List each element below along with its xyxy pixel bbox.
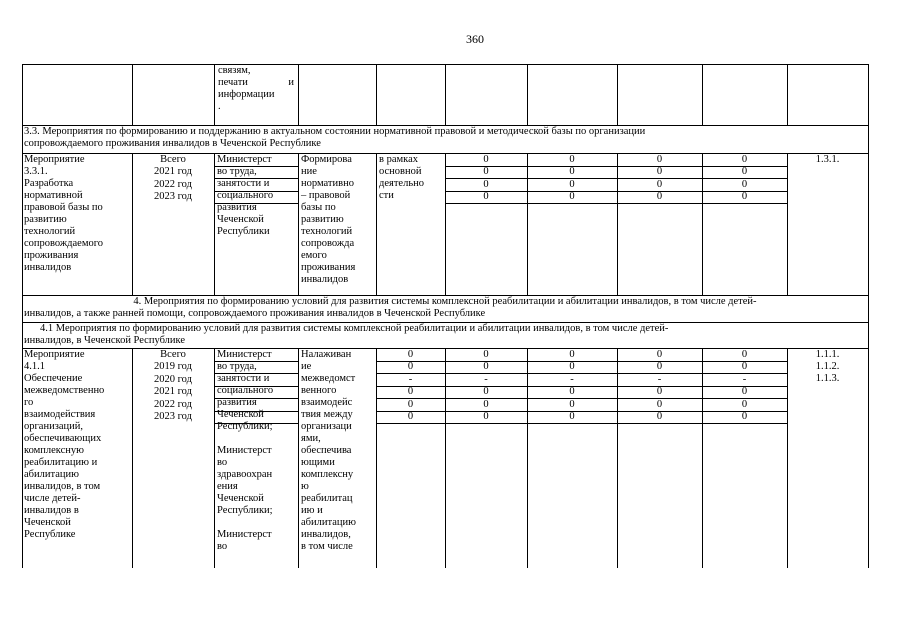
value-cell: 0 [741,191,748,202]
measure-name: организаций, [24,421,83,432]
table-vline [868,295,869,322]
value-cell: - [657,373,662,385]
executor-text: Республики; [217,421,273,432]
executor-text: Министерст [217,529,272,540]
measure-name: проживания [24,250,79,261]
executor-text: Министерст [217,349,272,360]
executor-text: Республики [217,226,270,237]
executor-text: развития [217,397,257,408]
table-vline [868,322,869,348]
measure-name: правовой базы по [24,202,103,213]
result-text: инвалидов [301,274,349,285]
executor-text: . [218,101,221,112]
executor-text: социального [217,190,274,201]
year-label: 2023 год [154,411,192,422]
value-cell: 0 [569,348,575,360]
measure-name: инвалидов [24,262,72,273]
value-cell: - [570,373,574,385]
result-text: развитию [301,214,344,225]
result-text: базы по [301,202,336,213]
value-cell: 0 [569,153,575,165]
value-cell: 0 [656,178,663,190]
value-cell: 0 [656,411,663,422]
section-heading: сопровождаемого проживания инвалидов в Чеченской Республике [24,138,321,149]
measure-name: 4.1.1 [24,361,45,372]
value-cell: 0 [569,411,575,422]
table-vline [22,125,23,153]
section-heading: 4.1 Мероприятия по формированию условий для развития системы комплексной реабилитации и абилитации инвалидов, в том числе детей- [40,323,669,334]
result-text: взаимодейс [301,397,353,408]
result-text: ие [301,361,312,372]
executor-text: Чеченской [217,493,264,504]
result-text: нормативно [301,178,354,189]
executor-text: здравоохран [217,469,273,480]
executor-text: Республики; [217,505,273,516]
value-cell: 0 [483,398,489,410]
value-cell: - [742,373,747,385]
table-vline [298,348,299,568]
measure-name: инвалидов, в том [24,481,101,492]
section-heading: инвалидов, в Чеченской Республике [24,335,186,346]
table-vline [214,153,215,295]
table-vline [376,64,377,125]
value-cell: 0 [656,191,663,202]
executor-text: информации [218,89,275,100]
year-label: Всего [160,153,186,165]
result-text: абилитацию [301,517,356,528]
result-text: венного [301,385,337,396]
value-cell: 0 [741,386,748,397]
value-cell: 0 [569,178,575,190]
table-vline [298,64,299,125]
value-cell: 0 [569,361,575,372]
value-cell: 0 [483,153,489,165]
table-vline [787,153,788,295]
value-subrow-line [445,203,788,204]
result-text: комплексну [301,469,354,480]
funding-source: основной [379,166,422,177]
indicator-code: 1.3.1. [815,154,840,165]
measure-name: го [24,397,34,408]
executor-text: Министерст [217,445,272,456]
result-text: ющими [301,457,335,468]
measure-name: инвалидов в [24,505,79,516]
value-cell: 0 [483,361,489,372]
executor-text: во [217,541,228,552]
measure-name: комплексную [24,445,84,456]
value-cell: 0 [741,166,748,177]
year-label: Всего [160,348,186,360]
result-text: – правовой [301,190,351,201]
indicator-code: 1.1.1. [815,349,840,360]
table-vline [22,295,23,322]
result-text: емого [301,250,327,261]
table-vline [787,64,788,125]
table-vline [445,64,446,125]
executor-text: Чеченской [217,409,264,420]
value-cell: 0 [569,398,575,410]
result-text: межведомст [301,373,356,384]
result-text: реабилитац [301,493,353,504]
value-cell: 0 [483,411,489,422]
value-cell: 0 [656,361,663,372]
table-vline [868,64,869,125]
table-vline [702,64,703,125]
result-text: технологий [301,226,353,237]
funding-source: деятельно [379,178,424,189]
executor-text: занятости и [217,178,270,189]
executor-text: Чеченской [217,214,264,225]
measure-name: нормативной [24,190,83,201]
executor-text: и [288,77,294,88]
executor-text: во труда, [217,361,257,372]
table-vline [22,322,23,348]
executor-text: социального [217,385,274,396]
section-heading: 4. Мероприятия по формированию условий для развития системы комплексной реабилитации и абилитации инвалидов, в том числе детей- [133,296,757,307]
value-cell: 0 [656,348,663,360]
table-vline [22,348,23,568]
measure-name: Республике [24,529,76,540]
value-cell: 0 [656,153,663,165]
value-cell: 0 [741,361,748,372]
measure-name: Обеспечение [24,373,83,384]
value-cell: 0 [569,386,575,397]
executor-text: Министерст [217,154,272,165]
measure-name: развитию [24,214,67,225]
executor-text: печати [218,77,248,88]
measure-name: абилитацию [24,469,79,480]
result-text: организаци [301,421,352,432]
value-cell: 0 [656,398,663,410]
result-text: ию и [301,505,323,516]
table-vline [22,64,23,125]
measure-name: Чеченской [24,517,71,528]
value-cell: 0 [656,166,663,177]
indicator-code: 1.1.2. [815,361,840,372]
value-cell: 0 [741,398,748,410]
page-number: 360 [466,32,484,46]
funding-source: в рамках [379,154,418,165]
table-vline [617,64,618,125]
measure-name: обеспечивающих [24,433,102,444]
value-cell: 0 [656,386,663,397]
value-cell: 0 [483,386,489,397]
value-cell: 0 [483,348,489,360]
table-vline [22,153,23,295]
table-vline [376,153,377,295]
table-vline [527,64,528,125]
table-vline [132,64,133,125]
value-cell: 0 [407,348,414,360]
measure-name: Разработка [24,178,74,189]
table-vline [214,348,215,568]
result-text: в том числе [301,541,353,552]
executor-text: во труда, [217,166,257,177]
result-text: инвалидов, [301,529,351,540]
executor-text: ения [217,481,238,492]
measure-name: числе детей- [24,493,81,504]
table-vline [868,125,869,153]
year-label: 2021 год [154,166,192,177]
value-cell: 0 [407,361,414,372]
measure-name: технологий [24,226,76,237]
section-heading: 3.3. Мероприятия по формированию и поддержанию в актуальном состоянии нормативной правовой и методической базы по организации [24,126,646,137]
value-cell: 0 [483,191,489,202]
year-label: 2019 год [154,361,192,372]
value-cell: - [408,373,413,385]
value-cell: 0 [569,166,575,177]
year-label: 2023 год [154,191,192,202]
value-cell: 0 [407,398,414,410]
result-text: ями, [301,433,321,444]
measure-name: межведомственно [24,385,105,396]
measure-name: сопровождаемого [24,238,104,249]
measure-name: взаимодействия [24,409,96,420]
executor-text: занятости и [217,373,270,384]
value-cell: 0 [407,411,414,422]
section-heading: инвалидов, а также ранней помощи, сопровождаемого проживания инвалидов в Чеченской Республике [24,308,486,319]
table-vline [868,348,869,568]
year-label: 2022 год [154,398,192,410]
year-label: 2021 год [154,386,192,397]
result-text: ние [301,166,317,177]
result-text: обеспечива [301,445,352,456]
value-cell: 0 [483,178,489,190]
value-subrow-line [376,423,788,424]
year-label: 2020 год [154,373,192,385]
result-text: сопровожда [301,238,355,249]
executor-text: связям, [218,65,251,76]
result-text: Налаживан [301,349,352,360]
indicator-code: 1.1.3. [815,373,840,384]
executor-text: во [217,457,228,468]
result-text: проживания [301,262,356,273]
executor-text: развития [217,202,257,213]
value-cell: 0 [741,153,748,165]
value-cell: 0 [741,348,748,360]
table-vline [298,153,299,295]
value-cell: 0 [741,411,748,422]
funding-source: сти [379,190,394,201]
value-cell: 0 [569,191,575,202]
result-text: Формирова [301,154,352,165]
value-cell: 0 [407,386,414,397]
table-vline [214,64,215,125]
table-vline [868,153,869,295]
result-text: ю [301,481,309,492]
value-cell: 0 [483,166,489,177]
measure-name: реабилитацию и [24,457,98,468]
value-cell: 0 [741,178,748,190]
year-label: 2022 год [154,178,192,190]
value-cell: - [484,373,488,385]
measure-name: 3.3.1. [24,166,48,177]
measure-name: Мероприятие [24,349,85,360]
measure-name: Мероприятие [24,154,85,165]
result-text: твия между [301,409,353,420]
